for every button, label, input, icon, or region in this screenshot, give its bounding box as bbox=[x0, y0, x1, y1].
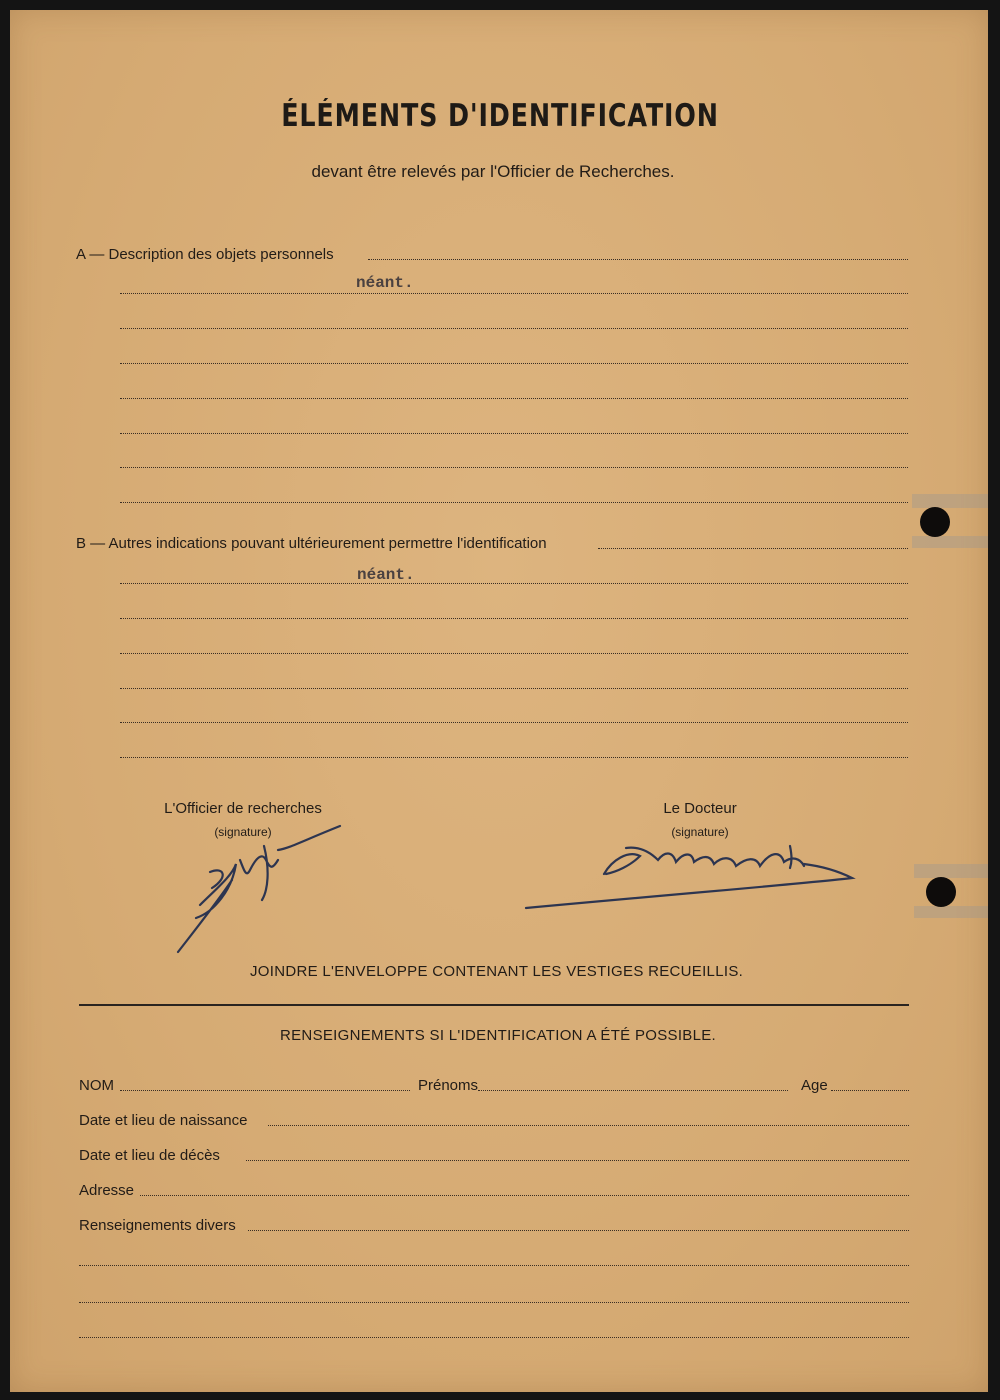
section-a-label: A — Description des objets personnels bbox=[76, 246, 334, 263]
section-b-label: B — Autres indications pouvant ultérieurement permettre l'identification bbox=[76, 535, 547, 552]
doctor-signature-note: (signature) bbox=[671, 825, 729, 839]
nom-field bbox=[120, 1090, 410, 1091]
form-title: ÉLÉMENTS D'IDENTIFICATION bbox=[281, 98, 719, 134]
adresse-label: Adresse bbox=[79, 1182, 135, 1199]
section-divider bbox=[79, 1004, 909, 1006]
officer-signature-note: (signature) bbox=[214, 825, 272, 839]
divers-label: Renseignements divers bbox=[79, 1217, 236, 1234]
divers-field bbox=[248, 1230, 909, 1231]
adresse-field bbox=[140, 1195, 909, 1196]
prenoms-label: Prénoms bbox=[418, 1077, 479, 1094]
dotted-line bbox=[79, 1337, 909, 1338]
age-field bbox=[831, 1090, 909, 1091]
doctor-signature-title: Le Docteur bbox=[663, 800, 737, 817]
prenoms-field bbox=[478, 1090, 788, 1091]
identification-heading: RENSEIGNEMENTS SI L'IDENTIFICATION A ÉTÉ POSSIBLE. bbox=[280, 1027, 717, 1044]
deces-label: Date et lieu de décès bbox=[79, 1147, 220, 1164]
envelope-instruction: JOINDRE L'ENVELOPPE CONTENANT LES VESTIGES RECUEILLIS. bbox=[250, 963, 744, 980]
naissance-label: Date et lieu de naissance bbox=[79, 1112, 248, 1129]
dotted-line bbox=[79, 1265, 909, 1266]
age-label: Age bbox=[801, 1077, 828, 1094]
deces-field bbox=[246, 1160, 909, 1161]
dotted-line bbox=[79, 1302, 909, 1303]
nom-label: NOM bbox=[79, 1077, 114, 1094]
officer-signature-title: L'Officier de recherches bbox=[164, 800, 322, 817]
section-a-typed-value: néant. bbox=[356, 274, 414, 292]
section-b-typed-value: néant. bbox=[357, 566, 415, 584]
form-subtitle: devant être relevés par l'Officier de Recherches. bbox=[311, 162, 675, 181]
naissance-field bbox=[268, 1125, 909, 1126]
